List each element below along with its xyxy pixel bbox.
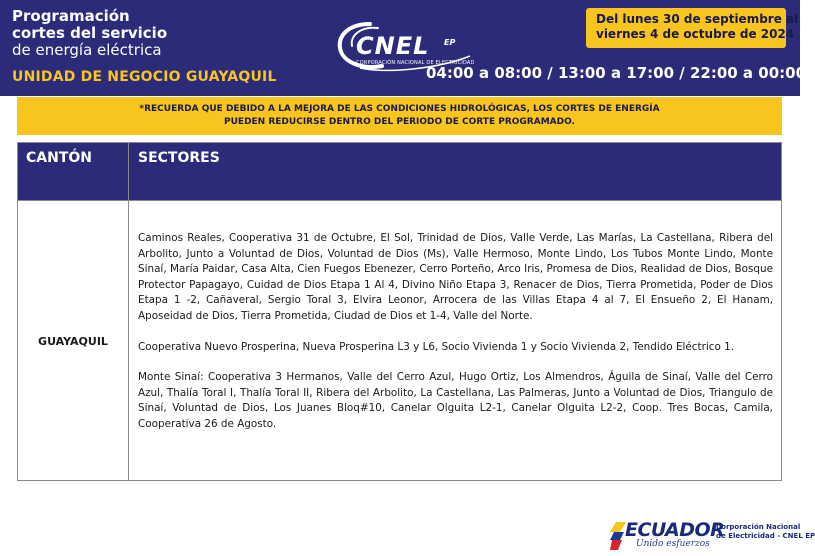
- ecuador-tagline: Unido esfuerzos: [636, 539, 710, 549]
- notice-line-1: *RECUERDA QUE DEBIDO A LA MEJORA DE LAS CONDICIONES HIDROLÓGICAS, LOS CORTES DE ENERGÍA: [139, 104, 660, 114]
- canton-cell: GUAYAQUIL: [38, 335, 108, 348]
- header-canton: CANTÓN: [26, 150, 92, 166]
- header-title: [12, 8, 167, 59]
- business-unit: UNIDAD DE NEGOCIO GUAYAQUIL: [12, 69, 277, 85]
- sector-paragraph-1: Caminos Reales, Cooperativa 31 de Octubre, El Sol, Trinidad de Dios, Valle Verde, Las Marías, La Castellana, Ribera del Arbolito, Junto a Voluntad de Dios, Voluntad de Dios (Ms), Valle Hermoso, Monte Lindo, Los Tubos Monte Lindo, Monte Sinaí, María Paidar, Casa Alta, Cien Fuegos Ebenezer, Cerro Porteño, Arco Iris, Promesa de Dios, Realidad de Dios, Bosque Protector Papagayo, Cuidad de Dios Etapa 1 Al 4, Divino Niño Etapa 3, Renacer de Dios, Tierra Prometida, Poder de Dios Etapa 1 -2, Cañaveral, Sergio Toral 3, Elvira Leonor, Arrocera de las Villas Etapa 4 al 7, El Ensueño 2, El Hanam, Aposeidad de Dios, Tierra Prometida, Ciudad de Dios et 1-4, Valle del Norte.: [138, 232, 773, 322]
- row-divider: [18, 200, 781, 201]
- sectors-cell: [138, 231, 773, 448]
- notice-banner: [17, 97, 782, 135]
- date-line-2: viernes 4 de octubre de 2024: [596, 27, 795, 41]
- cnel-corporation-label: [716, 523, 815, 541]
- table-header: [18, 143, 781, 200]
- cnel-logo-text: CNEL: [356, 32, 430, 60]
- sector-paragraph-2: Cooperativa Nuevo Prosperina, Nueva Prosperina L3 y L6, Socio Vivienda 1 y Socio Vivienda 2, Tendido Eléctrico 1.: [138, 340, 735, 353]
- ecuador-flag-icon: [610, 522, 626, 550]
- sector-paragraph-3: Monte Sinaí: Cooperativa 3 Hermanos, Valle del Cerro Azul, Hugo Ortiz, Los Almendros, Águila de Sinaí, Valle del Cerro Azul, Thalía Toral I, Thalía Toral II, Ribera del Arbolito, La Castellana, Las Palmeras, Junto a Voluntad de Dios, Triangulo de Sinaí, Voluntad de Dios, Los Juanes Bloq#10, Canelar Olguita L2-1, Canelar Olguita L2-2, Coop. Tres Bocas, Camila, Cooperativa 26 de Agosto.: [138, 371, 773, 430]
- column-divider: [128, 143, 129, 480]
- date-range-box: [586, 8, 799, 48]
- date-line-1: Del lunes 30 de septiembre al: [596, 12, 799, 26]
- header-banner: [0, 0, 807, 96]
- ecuador-logo-text: ECUADOR: [625, 519, 725, 541]
- corp-line-1: Corporación Nacional: [716, 523, 801, 531]
- title-line-3: de energía eléctrica: [12, 41, 162, 59]
- outage-times: 04:00 a 08:00 / 13:00 a 17:00 / 22:00 a 00:00: [426, 64, 807, 82]
- cnel-logo-subtitle: CORPORACIÓN NACIONAL DE ELECTRICIDAD: [356, 60, 475, 66]
- corp-line-2: de Electricidad - CNEL EP: [716, 532, 815, 540]
- notice-line-2: PUEDEN REDUCIRSE DENTRO DEL PERIODO DE CORTE PROGRAMADO.: [224, 117, 575, 127]
- header-sectores: SECTORES: [138, 150, 220, 166]
- outage-table: [17, 142, 782, 481]
- cnel-logo-ep: EP: [444, 38, 456, 47]
- title-line-1: Programación: [12, 7, 130, 25]
- title-line-2: cortes del servicio: [12, 24, 168, 42]
